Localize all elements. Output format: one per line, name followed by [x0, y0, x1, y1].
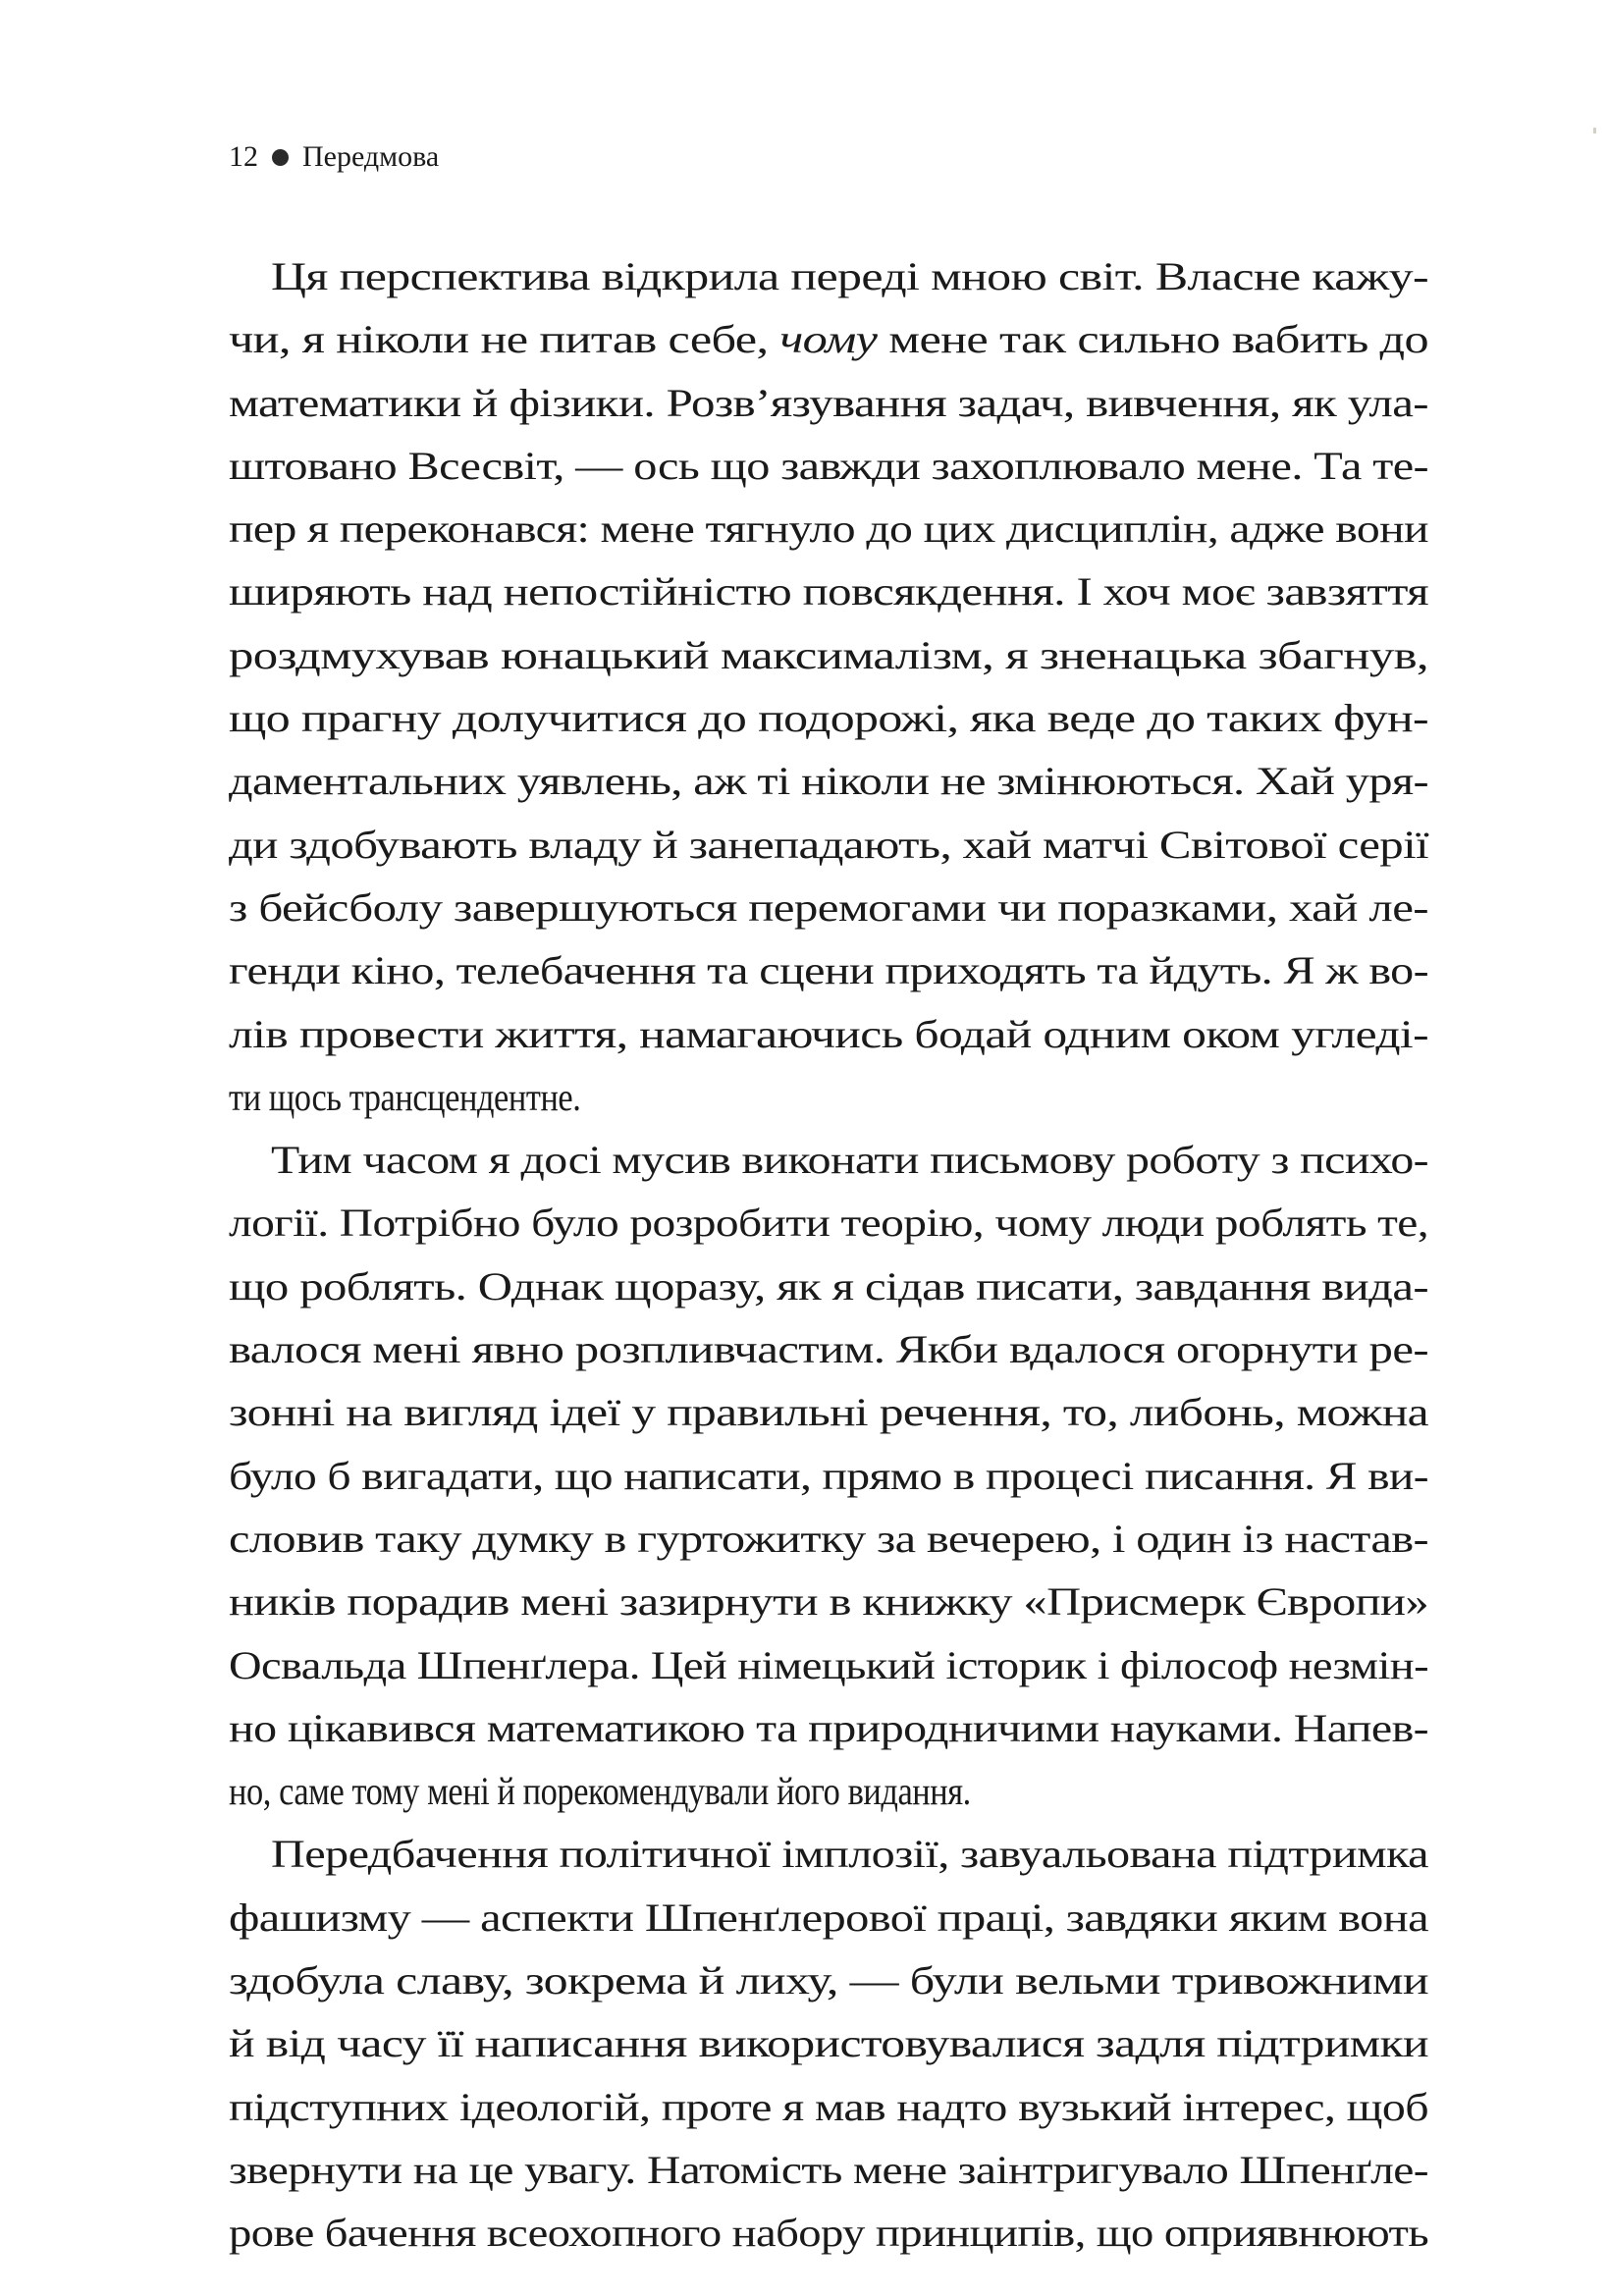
text-line: валося мені явно розпливчастим. Якби вдалося огорнути ре-	[229, 1327, 1428, 1372]
text-line: підступних ідеологій, проте я мав надто вузький інтерес, щоб	[229, 2084, 1428, 2129]
text-line: ди здобувають владу й занепадають, хай матчі Світової серії	[229, 822, 1428, 867]
text-line: ти щось трансцендентне.	[229, 1074, 581, 1119]
text-line: но, саме тому мені й порекомендували його видання.	[229, 1769, 971, 1814]
text-span: чи, я ніколи не питав себе,	[229, 317, 780, 362]
text-line: пер я переконався: мене тягнуло до цих дисциплін, адже вони	[229, 507, 1428, 552]
emphasis-word: чому	[779, 317, 878, 362]
section-title: Передмова	[302, 140, 440, 173]
text-line: й від часу її написання використовувалися задля підтримки	[229, 2021, 1428, 2066]
paragraph	[229, 1823, 1428, 2265]
text-line: математики й фізики. Розв’язування задач, вивчення, як ула-	[229, 380, 1428, 425]
text-line: логії. Потрібно було розробити теорію, чому люди роблять те,	[229, 1201, 1428, 1246]
paragraph	[229, 245, 1428, 1129]
text-line: зонні на вигляд ідеї у правильні речення, то, либонь, можна	[229, 1390, 1428, 1435]
text-line: з бейсболу завершуються перемогами чи поразками, хай ле-	[229, 884, 1428, 930]
bullet-icon	[272, 149, 289, 166]
text-line: Освальда Шпенґлера. Цей німецький історик і філософ незмін-	[229, 1642, 1428, 1687]
text-line: рове бачення всеохопного набору принципів, що оприявнюють	[229, 2211, 1428, 2256]
text-line: словив таку думку в гуртожитку за вечерею, і один із настав-	[229, 1516, 1428, 1561]
paragraph	[229, 1129, 1428, 1823]
text-line: Передбачення політичної імплозії, завуальована підтримка	[270, 1832, 1428, 1877]
text-line: Тим часом я досі мусив виконати письмову роботу з психо-	[270, 1138, 1428, 1183]
text-line: штовано Всесвіт, — ось що завжди захоплювало мене. Та те-	[229, 443, 1428, 488]
text-line: здобула славу, зокрема й лиху, — були вельми тривожними	[229, 1958, 1428, 2003]
text-line: лів провести життя, намагаючись бодай одним оком угледі-	[229, 1011, 1428, 1056]
text-line: даментальних уявлень, аж ті ніколи не змінюються. Хай уря-	[229, 759, 1428, 804]
text-line: генди кіно, телебачення та сцени приходять та йдуть. Я ж во-	[229, 948, 1428, 993]
text-line: Ця перспектива відкрила переді мною світ. Власне кажу-	[270, 254, 1428, 298]
scan-edge-mark	[1593, 128, 1596, 133]
text-line: що роблять. Однак щоразу, як я сідав писати, завдання вида-	[229, 1263, 1428, 1308]
text-line: роздмухував юнацький максималізм, я зненацька збагнув,	[229, 632, 1428, 677]
text-line: фашизму — аспекти Шпенґлерової праці, завдяки яким вона	[229, 1895, 1428, 1940]
text-line: ширяють над непостійністю повсякдення. І хоч моє завзяття	[229, 569, 1428, 614]
text-span: мене так сильно вабить до	[877, 317, 1428, 362]
text-line: ників порадив мені зазирнути в книжку «Присмерк Європи»	[229, 1579, 1428, 1625]
body-text	[229, 245, 1428, 2266]
running-head	[229, 137, 439, 177]
text-line: що прагну долучитися до подорожі, яка веде до таких фун-	[229, 696, 1428, 741]
page-number: 12	[229, 140, 258, 173]
text-line	[229, 308, 1428, 371]
text-line: звернути на це увагу. Натомість мене заінтригувало Шпенґле-	[229, 2147, 1428, 2192]
text-line: було б вигадати, що написати, прямо в процесі писання. Я ви-	[229, 1453, 1428, 1498]
text-line: но цікавився математикою та природничими науками. Напев-	[229, 1705, 1428, 1750]
